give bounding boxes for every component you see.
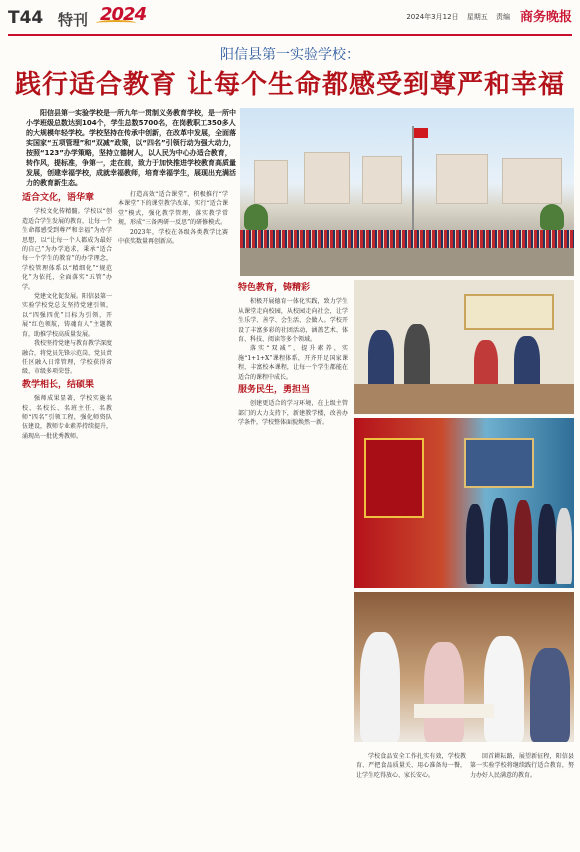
blue-display-panel [464,438,534,488]
photo-reading-students [354,592,574,742]
section-title: 适合文化，语华章 [22,193,95,203]
text-column-6 [470,752,574,842]
body-paragraph: 我校坚持党建与教育教学深度融合，将党员先锋示范岗、党员责任区融入日常管理，学校获得省级、市级多项荣誉。 [22,340,112,376]
flag-icon [414,128,428,138]
building-shape [362,156,402,204]
student-figure [466,504,484,584]
ground [240,248,574,276]
logo-swoosh-icon [96,20,136,26]
issue-editor: 责编 [496,13,510,21]
body-paragraph: 回首耕耘路，展望新征程，阳信县第一实验学校将继续践行适合教育，努力办好人民满意的教育。 [470,753,574,779]
issue-meta [400,12,510,22]
body-paragraph: 积极开展德育一体化实践，致力学生从课堂走向校园，从校园走向社会，让学生乐学、善学、会生活、会做人。学校开设了丰富多彩的社团活动，涵盖艺术、体育、科技、阅读等多个领域。 [238,298,348,344]
body-paragraph: 打造高效“适合课堂”，积极推行“学本课堂”下的课堂教学改革，实行“适合课堂”模式，强化教学管理，落实教学常规，形成“三备两研一反思”的研修模式。 [118,191,228,227]
flagpole [412,126,414,246]
building-shape [304,152,350,204]
issue-weekday: 星期五 [466,13,488,21]
teacher-figure [404,324,430,390]
student-figure [360,632,400,742]
photo-classroom [354,280,574,414]
student-figure [424,642,464,742]
newspaper-brand: 商务晚报 [519,10,572,25]
section-title: 特色教育，铸精彩 [238,283,311,293]
building-shape [254,160,288,204]
article-subtitle: 阳信县第一实验学校： [220,47,360,63]
red-display-panel [364,438,424,518]
article-headline: 践行适合教育 让每个生命都感受到尊严和幸福 [14,70,566,100]
masthead-rule [8,34,572,36]
student-figure [530,648,570,742]
section-title: 服务民生，勇担当 [238,385,311,396]
text-column-5 [356,752,466,842]
student-figure [490,498,508,584]
text-column-3 [238,280,348,840]
page-number: T44 [8,8,44,28]
body-paragraph: 强师成果显著，学校实施名校、名校长、名班主任、名教师“四名”引领工程，强化师资队伍建设，教师专业素养持续提升，涌现出一批优秀教师。 [22,395,112,440]
student-figure [368,330,394,390]
tree-shape [244,204,268,230]
issue-date: 2024年3月12日 [406,13,459,21]
student-figure [538,504,556,584]
building-shape [502,158,562,204]
body-paragraph: 2023年，学校在各级各类教学比赛中获奖数量再创新高。 [118,228,228,246]
text-column-1 [22,190,112,840]
section-title: 教学相长，结硕果 [22,379,95,390]
body-paragraph: 学校食品安全工作扎实有效，学校教育、严把食品质量关、用心准备每一餐，让学生吃得放心、家长安心。 [356,753,466,779]
building-shape [436,154,488,204]
student-figure [556,508,572,584]
photo-exhibition-hall [354,418,574,588]
student-crowd [240,230,574,248]
desk-shape [354,384,574,414]
body-paragraph: 党建文化促发展。阳信县第一实验学校党总支坚持党建引领，以“四强四优”目标为引领，开展“红色领航，铸魂育人”主题教育，助推学校高质量发展。 [22,293,112,338]
text-column-2 [118,190,228,840]
student-figure [484,636,524,742]
year-logo: 2024 [100,4,147,25]
open-book [414,704,494,718]
student-figure [514,500,532,584]
photo-flag-ceremony [240,108,574,276]
tree-shape [540,204,564,230]
body-paragraph: 学校文化传精髓。学校以“创造适合学生发展的教育，让每一个生命都感受到尊严和幸福”为办学思想，以“让每一个人都成为最好的自己”为办学追求，秉承“适合每一个学生的教育”的办学理念，学校管理体系以“精细化”“规范化”为依托，全面落实“五管”办学。 [22,208,112,291]
lead-paragraph: 阳信县第一实验学校是一所九年一贯制义务教育学校，是一所中小学班级总数达到104个，学生总数5700名，在岗教职工350多人的大规模年轻学校。学校坚持在传承中创新，在改革中发展，全面落实国家“五项管理”和“双减”政策，以“四名”引领行动为强大动力，按照“123”办学策略，坚持立德树人，以人民为中心办适合教育，转作风，提标准，争第一，走在前，致力于加快推进学校教育高质量发展，创建幸福学校，成就幸福教师，培育幸福学生，展现出充满活力的教育新生态。 [26,109,236,187]
masthead [8,6,572,32]
section-name: 特刊 [58,11,89,29]
wall-display [464,294,554,330]
body-paragraph: 创建更适合的学习环境，在上级主管部门的大力支持下，新建教学楼，改善办学条件，学校整体面貌焕然一新。 [238,400,348,427]
body-paragraph: 落实“双减”，提升素养，实施“1+1+X”课程体系，开齐开足国家课程，丰富校本课程，让每一个学生都能在适合的课程中成长。 [238,345,348,381]
